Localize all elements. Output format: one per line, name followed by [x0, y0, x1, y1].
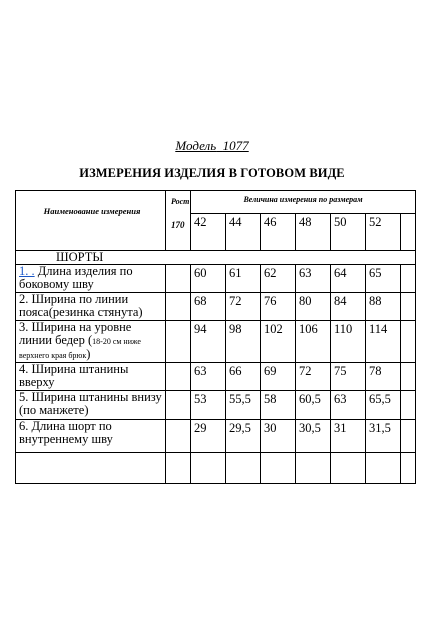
- table-row: [16, 321, 416, 363]
- value-cell: 30: [261, 420, 296, 453]
- empty-cell: [401, 363, 416, 391]
- value-cell: 65: [366, 265, 401, 293]
- row-label: 1. . Длина изделия по боковому шву: [16, 265, 166, 293]
- value-cell: 29: [191, 420, 226, 453]
- empty-cell: [296, 453, 331, 484]
- empty-cell: [331, 453, 366, 484]
- size-cell: 42: [191, 214, 226, 251]
- row-label: 2. Ширина по линии пояса(резинка стянута): [16, 293, 166, 321]
- rost-label: Рост: [171, 197, 190, 206]
- value-cell: 106: [296, 321, 331, 363]
- empty-cell: [366, 453, 401, 484]
- empty-cell: [401, 265, 416, 293]
- row-label: 5. Ширина штанины внизу (по манжете): [16, 391, 166, 420]
- empty-cell: [166, 453, 191, 484]
- empty-cell: [261, 453, 296, 484]
- size-cell: 44: [226, 214, 261, 251]
- value-cell: 110: [331, 321, 366, 363]
- value-cell: 29,5: [226, 420, 261, 453]
- size-cell: 48: [296, 214, 331, 251]
- column-header-rost: [166, 191, 191, 251]
- table-row: [16, 265, 416, 293]
- section-row: [16, 251, 416, 265]
- value-cell: 66: [226, 363, 261, 391]
- value-cell: 62: [261, 265, 296, 293]
- value-cell: 64: [331, 265, 366, 293]
- table-row: [16, 420, 416, 453]
- value-cell: 98: [226, 321, 261, 363]
- empty-cell: [166, 363, 191, 391]
- empty-cell: [166, 420, 191, 453]
- column-header-name: Наименование измерения: [16, 191, 166, 251]
- model-number: 1077: [222, 138, 249, 153]
- value-cell: 53: [191, 391, 226, 420]
- value-cell: 61: [226, 265, 261, 293]
- size-cell: 50: [331, 214, 366, 251]
- size-cell: 52: [366, 214, 401, 251]
- empty-cell: [401, 293, 416, 321]
- row-number-link[interactable]: 1. .: [19, 264, 35, 278]
- section-title: ШОРТЫ: [16, 251, 416, 265]
- value-cell: 60,5: [296, 391, 331, 420]
- value-cell: 55,5: [226, 391, 261, 420]
- value-cell: 72: [226, 293, 261, 321]
- empty-cell: [166, 293, 191, 321]
- empty-row: [16, 453, 416, 484]
- table-row: [16, 391, 416, 420]
- size-cell: 46: [261, 214, 296, 251]
- model-label: Модель: [175, 138, 217, 153]
- empty-cell: [166, 321, 191, 363]
- value-cell: 80: [296, 293, 331, 321]
- empty-cell: [166, 265, 191, 293]
- value-cell: 63: [331, 391, 366, 420]
- value-cell: 84: [331, 293, 366, 321]
- row-label: 6. Длина шорт по внутреннему шву: [16, 420, 166, 453]
- value-cell: 31,5: [366, 420, 401, 453]
- value-cell: 30,5: [296, 420, 331, 453]
- row-label: 3. Ширина на уровне линии бедер (18-20 см ниже верхнего края брюк): [16, 321, 166, 363]
- empty-cell: [401, 453, 416, 484]
- empty-cell: [16, 453, 166, 484]
- value-cell: 63: [296, 265, 331, 293]
- empty-cell: [401, 321, 416, 363]
- empty-cell: [401, 391, 416, 420]
- empty-cell: [401, 214, 416, 251]
- value-cell: 69: [261, 363, 296, 391]
- value-cell: 63: [191, 363, 226, 391]
- value-cell: 102: [261, 321, 296, 363]
- value-cell: 88: [366, 293, 401, 321]
- empty-cell: [226, 453, 261, 484]
- header-row-top: [16, 191, 416, 214]
- value-cell: 76: [261, 293, 296, 321]
- value-cell: 114: [366, 321, 401, 363]
- model-caption: [0, 138, 424, 154]
- empty-cell: [191, 453, 226, 484]
- value-cell: 60: [191, 265, 226, 293]
- empty-cell: [401, 420, 416, 453]
- table-row: [16, 363, 416, 391]
- value-cell: 65,5: [366, 391, 401, 420]
- value-cell: 68: [191, 293, 226, 321]
- rost-value: 170: [171, 220, 185, 230]
- value-cell: 58: [261, 391, 296, 420]
- value-cell: 78: [366, 363, 401, 391]
- column-header-sizes: Величина измерения по размерам: [191, 191, 416, 214]
- value-cell: 75: [331, 363, 366, 391]
- value-cell: 72: [296, 363, 331, 391]
- row-note: 18-20 см ниже верхнего края брюк: [19, 337, 141, 360]
- row-label: 4. Ширина штанины вверху: [16, 363, 166, 391]
- measurements-table: [15, 190, 416, 484]
- empty-cell: [166, 391, 191, 420]
- value-cell: 31: [331, 420, 366, 453]
- table-row: [16, 293, 416, 321]
- value-cell: 94: [191, 321, 226, 363]
- page-title: ИЗМЕРЕНИЯ ИЗДЕЛИЯ В ГОТОВОМ ВИДЕ: [79, 166, 345, 180]
